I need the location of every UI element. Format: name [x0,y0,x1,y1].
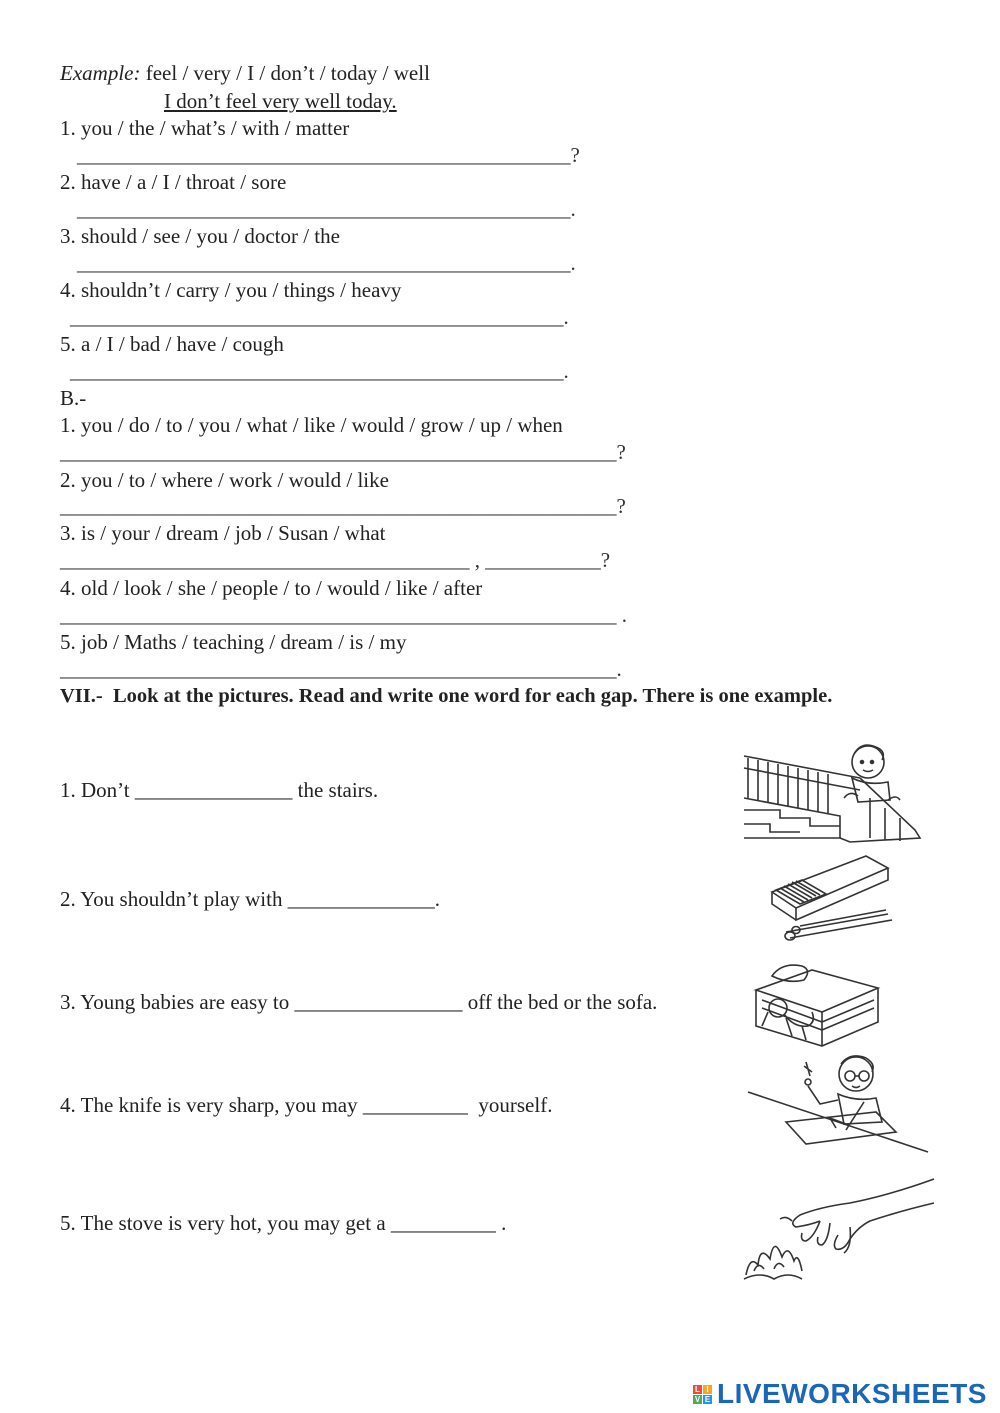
vii-item-2-text: 2. You shouldn’t play with ______________. [60,887,440,911]
vii-item-3-text: 3. Young babies are easy to ________________ off the bed or the sofa. [60,990,658,1014]
section-vii-heading: VII.- Look at the pictures. Read and write one word for each gap. There is one example. [60,685,833,707]
a-item-4-answer-line[interactable]: _______________________________________________. [70,305,569,329]
boy-with-knife-icon [746,1052,931,1157]
b-item-1-prompt: 1. you / do / to / you / what / like / would / grow / up / when [60,413,563,437]
badge-letter-e: E [704,1394,711,1404]
hand-over-fire-icon [740,1175,936,1285]
a-item-3-answer-line[interactable]: _______________________________________________. [77,251,576,275]
b-item-1-answer-line[interactable]: _____________________________________________________? [60,440,626,464]
logo-badge-icon [693,1385,712,1404]
a-item-1-answer-line[interactable]: _______________________________________________? [77,143,580,167]
badge-letter-i: I [703,1385,712,1394]
b-item-2-answer-line[interactable]: _____________________________________________________? [60,494,626,518]
badge-letter-v: V [694,1394,701,1404]
vii-item-4-text: 4. The knife is very sharp, you may __________ yourself. [60,1093,553,1117]
a-item-1-prompt: 1. you / the / what’s / with / matter [60,116,350,140]
example-answer: I don’t feel very well today. [164,89,397,113]
vii-item-5-text: 5. The stove is very hot, you may get a __________ . [60,1211,507,1235]
example-words: feel / very / I / don’t / today / well [140,61,430,85]
a-item-2-answer-line[interactable]: _______________________________________________. [77,197,576,221]
a-item-3-prompt: 3. should / see / you / doctor / the [60,224,340,248]
example-label: Example: [60,61,141,85]
a-item-2-prompt: 2. have / a / I / throat / sore [60,170,287,194]
a-item-4-prompt: 4. shouldn’t / carry / you / things / heavy [60,278,402,302]
b-item-5-answer-line[interactable]: _____________________________________________________. [60,657,622,681]
example-line [60,61,430,85]
b-item-4-answer-line[interactable]: _____________________________________________________ . [60,603,627,627]
matchbox-icon [766,852,896,946]
b-item-4-prompt: 4. old / look / she / people / to / would / like / after [60,576,483,600]
section-b-label: B.- [60,386,87,410]
vii-item-1-text: 1. Don’t _______________ the stairs. [60,778,379,802]
a-item-5-answer-line[interactable]: _______________________________________________. [70,359,569,383]
b-item-3-answer-line[interactable]: _______________________________________ , ___________? [60,548,611,572]
a-item-5-prompt: 5. a / I / bad / have / cough [60,332,284,356]
b-item-2-prompt: 2. you / to / where / work / would / like [60,468,389,492]
badge-letter-l: L [693,1385,702,1394]
b-item-3-prompt: 3. is / your / dream / job / Susan / what [60,521,386,545]
logo-text: LIVEWORKSHEETS [717,1378,987,1409]
boy-on-stairs-icon [740,738,925,846]
baby-on-bed-icon [752,956,882,1048]
liveworksheets-logo [693,1378,993,1410]
b-item-5-prompt: 5. job / Maths / teaching / dream / is / my [60,630,407,654]
